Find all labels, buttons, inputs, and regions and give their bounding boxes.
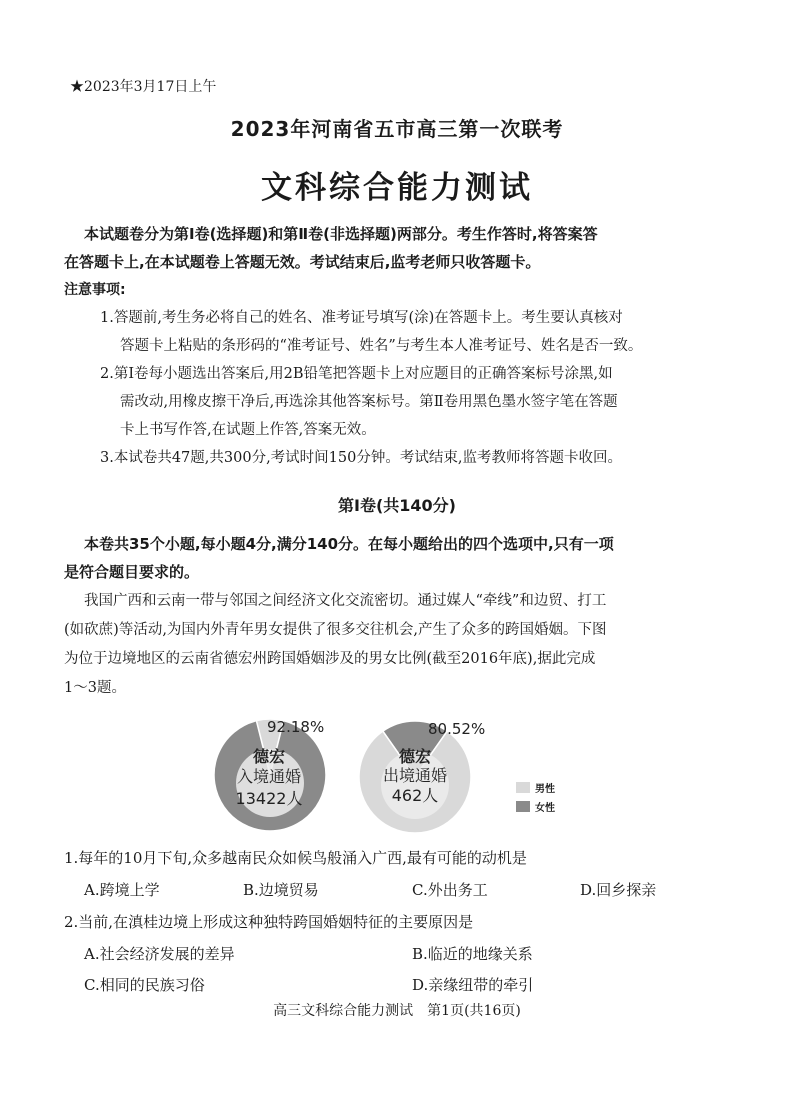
question-1-option-d: D.回乡探亲 — [580, 881, 657, 899]
subject-title: 文科综合能力测试 — [261, 170, 533, 206]
pie-figure — [200, 710, 580, 840]
question-1-option-b: B.边境贸易 — [243, 881, 319, 899]
intro-line-2: 在答题卡上,在本试题卷上答题无效。考试结束后,监考老师只收答题卡。 — [64, 253, 541, 271]
question-2-option-c: C.相同的民族习俗 — [84, 976, 205, 994]
pie-2-name-line-1: 德宏 — [398, 747, 431, 766]
legend — [516, 780, 555, 814]
notice-heading: 注意事项: — [64, 282, 126, 298]
legend-item-female — [516, 799, 555, 814]
question-2-stem: 2.当前,在滇桂边境上形成这种独特跨国婚姻特征的主要原因是 — [64, 913, 474, 931]
notice-item-2-line-3: 卡上书写作答,在试题上作答,答案无效。 — [120, 422, 376, 438]
pie-1-name-line-2: 入境通婚 — [236, 767, 301, 786]
pie-2-total: 462人 — [391, 786, 439, 805]
exam-date-tag: ★2023年3月17日上午 — [70, 79, 217, 95]
question-1-stem: 1.每年的10月下旬,众多越南民众如候鸟般涌入广西,最有可能的动机是 — [64, 849, 527, 867]
question-2-option-a: A.社会经济发展的差异 — [84, 945, 235, 963]
question-1-option-a: A.跨境上学 — [84, 881, 160, 899]
section-desc-line-2: 是符合题目要求的。 — [64, 563, 200, 581]
legend-swatch-male — [516, 782, 530, 793]
intro-line-1: 本试题卷分为第Ⅰ卷(选择题)和第Ⅱ卷(非选择题)两部分。考生作答时,将答案答 — [84, 225, 598, 243]
stem-line-4: 1～3题。 — [64, 680, 126, 696]
section-title: 第Ⅰ卷(共140分) — [338, 496, 456, 515]
pie-1-name-line-1: 德宏 — [252, 747, 285, 766]
page-footer: 高三文科综合能力测试 第1页(共16页) — [273, 1003, 521, 1019]
stem-line-1: 我国广西和云南一带与邻国之间经济文化交流密切。通过媒人“牵线”和边贸、打工 — [84, 593, 607, 609]
question-1-option-c: C.外出务工 — [412, 881, 488, 899]
pie-2-name-line-2: 出境通婚 — [382, 766, 447, 785]
notice-item-1-line-1: 1.答题前,考生务必将自己的姓名、准考证号填写(涂)在答题卡上。考生要认真核对 — [100, 310, 623, 326]
exam-title: 2023年河南省五市高三第一次联考 — [230, 117, 564, 141]
notice-item-1-line-2: 答题卡上粘贴的条形码的“准考证号、姓名”与考生本人准考证号、姓名是否一致。 — [120, 338, 643, 354]
legend-swatch-female — [516, 801, 530, 812]
pie-2-percent-label: 80.52% — [428, 720, 486, 738]
question-2-option-b: B.临近的地缘关系 — [412, 945, 533, 963]
stem-line-2: (如砍蔗)等活动,为国内外青年男女提供了很多交往机会,产生了众多的跨国婚姻。下图 — [64, 622, 607, 638]
legend-label-male: 男性 — [535, 784, 555, 795]
notice-item-3: 3.本试卷共47题,共300分,考试时间150分钟。考试结束,监考教师将答题卡收回。 — [100, 450, 622, 466]
stem-line-3: 为位于边境地区的云南省德宏州跨国婚姻涉及的男女比例(截至2016年底),据此完成 — [64, 651, 596, 667]
pie-1-percent-label: 92.18% — [267, 718, 325, 736]
notice-item-2-line-2: 需改动,用橡皮擦干净后,再选涂其他答案标号。第Ⅱ卷用黑色墨水签字笔在答题 — [120, 394, 618, 410]
question-2-option-d: D.亲缘纽带的牵引 — [412, 976, 534, 994]
legend-label-female: 女性 — [535, 803, 555, 814]
notice-item-2-line-1: 2.第Ⅰ卷每小题选出答案后,用2B铅笔把答题卡上对应题目的正确答案标号涂黑,如 — [100, 366, 613, 382]
pie-1-total: 13422人 — [235, 789, 303, 808]
legend-item-male — [516, 780, 555, 795]
section-desc-line-1: 本卷共35个小题,每小题4分,满分140分。在每小题给出的四个选项中,只有一项 — [84, 535, 614, 553]
